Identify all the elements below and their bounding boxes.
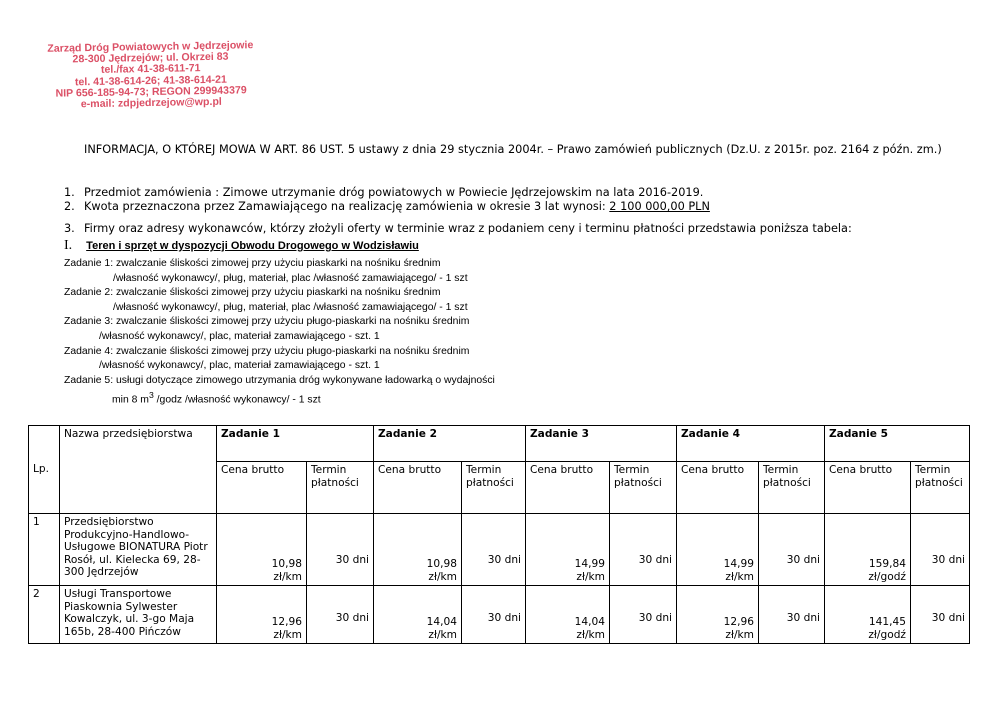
list-text: Firmy oraz adresy wykonawców, którzy złożyli oferty w terminie wraz z podaniem ceny i terminu płatności przedstawia poniższa tabela: [84, 222, 852, 235]
list-item [64, 186, 964, 200]
cell-termin: 30 dni [911, 586, 970, 644]
task-list [64, 257, 764, 408]
header-zadanie-4: Zadanie 4 [677, 426, 825, 462]
price-unit: zł/km [273, 628, 302, 641]
numbered-list [64, 186, 964, 236]
header-termin: Termin płatności [307, 462, 374, 514]
header-termin: Termin płatności [759, 462, 825, 514]
cell-lp: 1 [29, 514, 60, 586]
stamp-line: e-mail: zdpjedrzejow@wp.pl [80, 95, 222, 111]
price-unit: zł/km [273, 570, 302, 583]
cell-price [526, 586, 610, 644]
price-value: 14,04 [574, 616, 605, 628]
stamp-line: tel. 41-38-614-26; 41-38-614-21 [74, 73, 227, 88]
cell-termin: 30 dni [610, 586, 677, 644]
task-line: /własność wykonawcy/, pług, materiał, plac /własność zamawiającego/ - 1 szt [113, 272, 468, 284]
task-text: min 8 m [112, 394, 149, 406]
price-value: 14,04 [426, 616, 457, 628]
price-value: 12,96 [271, 616, 302, 628]
header-lp: Lp. [29, 426, 60, 514]
cell-lp: 2 [29, 586, 60, 644]
task-line: Zadanie 4: zwalczanie śliskości zimowej przy użyciu pługo-piaskarki na nośniku średnim [64, 345, 470, 357]
cell-termin: 30 dni [911, 514, 970, 586]
task-line [64, 388, 764, 408]
task-line: /własność wykonawcy/, pług, materiał, plac /własność zamawiającego/ - 1 szt [113, 301, 468, 313]
superscript: 3 [148, 390, 154, 401]
budget-amount: 2 100 000,00 PLN [609, 200, 710, 213]
price-unit: zł/godź [868, 628, 906, 641]
table-row [29, 514, 970, 586]
cell-termin: 30 dni [610, 514, 677, 586]
cell-price [677, 586, 759, 644]
cell-price [217, 514, 307, 586]
price-value: 10,98 [426, 558, 457, 570]
list-item [64, 200, 964, 214]
price-value: 10,98 [271, 558, 302, 570]
price-unit: zł/km [428, 628, 457, 641]
task-line: Zadanie 2: zwalczanie śliskości zimowej przy użyciu piaskarki na nośniku średnim [64, 287, 441, 299]
list-text-main: Kwota przeznaczona przez Zamawiającego na realizację zamówienia w okresie 3 lat wynosi: [84, 200, 610, 213]
task-line: /własność wykonawcy/, plac, materiał zamawiającego - szt. 1 [99, 330, 380, 342]
stamp-line: tel./fax 41-38-611-71 [100, 62, 201, 77]
task-text: /godz /własność wykonawcy/ - 1 szt [153, 394, 321, 406]
price-value: 141,45 [868, 616, 906, 628]
cell-company: Przedsiębiorstwo Produkcyjno-Handlowo-Usługowe BIONATURA Piotr Rosół, ul. Kielecka 69, 28-300 Jędrzejów [60, 514, 217, 586]
cell-price [374, 514, 462, 586]
list-number: 3. [64, 222, 75, 235]
header-termin: Termin płatności [610, 462, 677, 514]
price-unit: zł/km [576, 628, 605, 641]
cell-price [825, 586, 911, 644]
price-unit: zł/godź [868, 570, 906, 583]
header-termin: Termin płatności [911, 462, 970, 514]
header-zadanie-1: Zadanie 1 [217, 426, 374, 462]
stamp-line: Zarząd Dróg Powiatowych w Jędrzejowie [47, 39, 254, 55]
header-zadanie-2: Zadanie 2 [374, 426, 526, 462]
header-cena: Cena brutto [677, 462, 759, 514]
cell-termin: 30 dni [307, 514, 374, 586]
price-value: 14,99 [574, 558, 605, 570]
header-zadanie-5: Zadanie 5 [825, 426, 970, 462]
cell-termin: 30 dni [462, 586, 526, 644]
list-number: 1. [64, 186, 75, 199]
cell-price [825, 514, 911, 586]
cell-price [677, 514, 759, 586]
cell-company: Usługi Transportowe Piaskownia Sylwester Kowalczyk, ul. 3-go Maja 165b, 28-400 Pińczów [60, 586, 217, 644]
header-cena: Cena brutto [374, 462, 462, 514]
list-item [64, 222, 964, 236]
task-line: Zadanie 5: usługi dotyczące zimowego utrzymania dróg wykonywane ładowarką o wydajności [64, 374, 495, 386]
header-termin: Termin płatności [462, 462, 526, 514]
cell-price [217, 586, 307, 644]
cell-termin: 30 dni [462, 514, 526, 586]
header-cena: Cena brutto [217, 462, 307, 514]
price-value: 14,99 [723, 558, 754, 570]
cell-price [526, 514, 610, 586]
price-value: 12,96 [723, 616, 754, 628]
price-unit: zł/km [725, 628, 754, 641]
office-stamp [45, 40, 256, 130]
cell-termin: 30 dni [307, 586, 374, 644]
task-line: /własność wykonawcy/, plac, materiał zamawiającego - szt. 1 [99, 360, 380, 372]
table-header-row [29, 426, 970, 462]
list-number: 2. [64, 200, 75, 213]
task-line: Zadanie 1: zwalczanie śliskości zimowej przy użyciu piaskarki na nośniku średnim [64, 258, 441, 269]
header-zadanie-3: Zadanie 3 [526, 426, 677, 462]
task-line: Zadanie 3: zwalczanie śliskości zimowej przy użyciu pługo-piaskarki na nośniku średnim [64, 316, 470, 328]
section-heading [64, 239, 419, 253]
stamp-line: NIP 656-185-94-73; REGON 299943379 [55, 84, 247, 100]
stamp-line: 28-300 Jędrzejów; ul. Okrzei 83 [72, 50, 229, 66]
list-text [84, 200, 710, 214]
offers-table [28, 425, 970, 644]
table-row [29, 586, 970, 644]
header-cena: Cena brutto [825, 462, 911, 514]
section-title: Teren i sprzęt w dyspozycji Obwodu Drogowego w Wodzisławiu [86, 240, 419, 252]
price-unit: zł/km [725, 570, 754, 583]
header-name: Nazwa przedsiębiorstwa [60, 426, 217, 514]
info-heading: INFORMACJA, O KTÓREJ MOWA W ART. 86 UST. 5 ustawy z dnia 29 stycznia 2004r. – Prawo zamówień publicznych (Dz.U. z 2015r. poz. 2164 z późn. zm.) [84, 143, 942, 156]
header-cena: Cena brutto [526, 462, 610, 514]
section-number: I. [64, 238, 73, 253]
list-text: Przedmiot zamówienia : Zimowe utrzymanie dróg powiatowych w Powiecie Jędrzejowskim na lata 2016-2019. [84, 186, 704, 199]
cell-termin: 30 dni [759, 514, 825, 586]
cell-termin: 30 dni [759, 586, 825, 644]
price-value: 159,84 [868, 558, 906, 570]
price-unit: zł/km [428, 570, 457, 583]
price-unit: zł/km [576, 570, 605, 583]
cell-price [374, 586, 462, 644]
